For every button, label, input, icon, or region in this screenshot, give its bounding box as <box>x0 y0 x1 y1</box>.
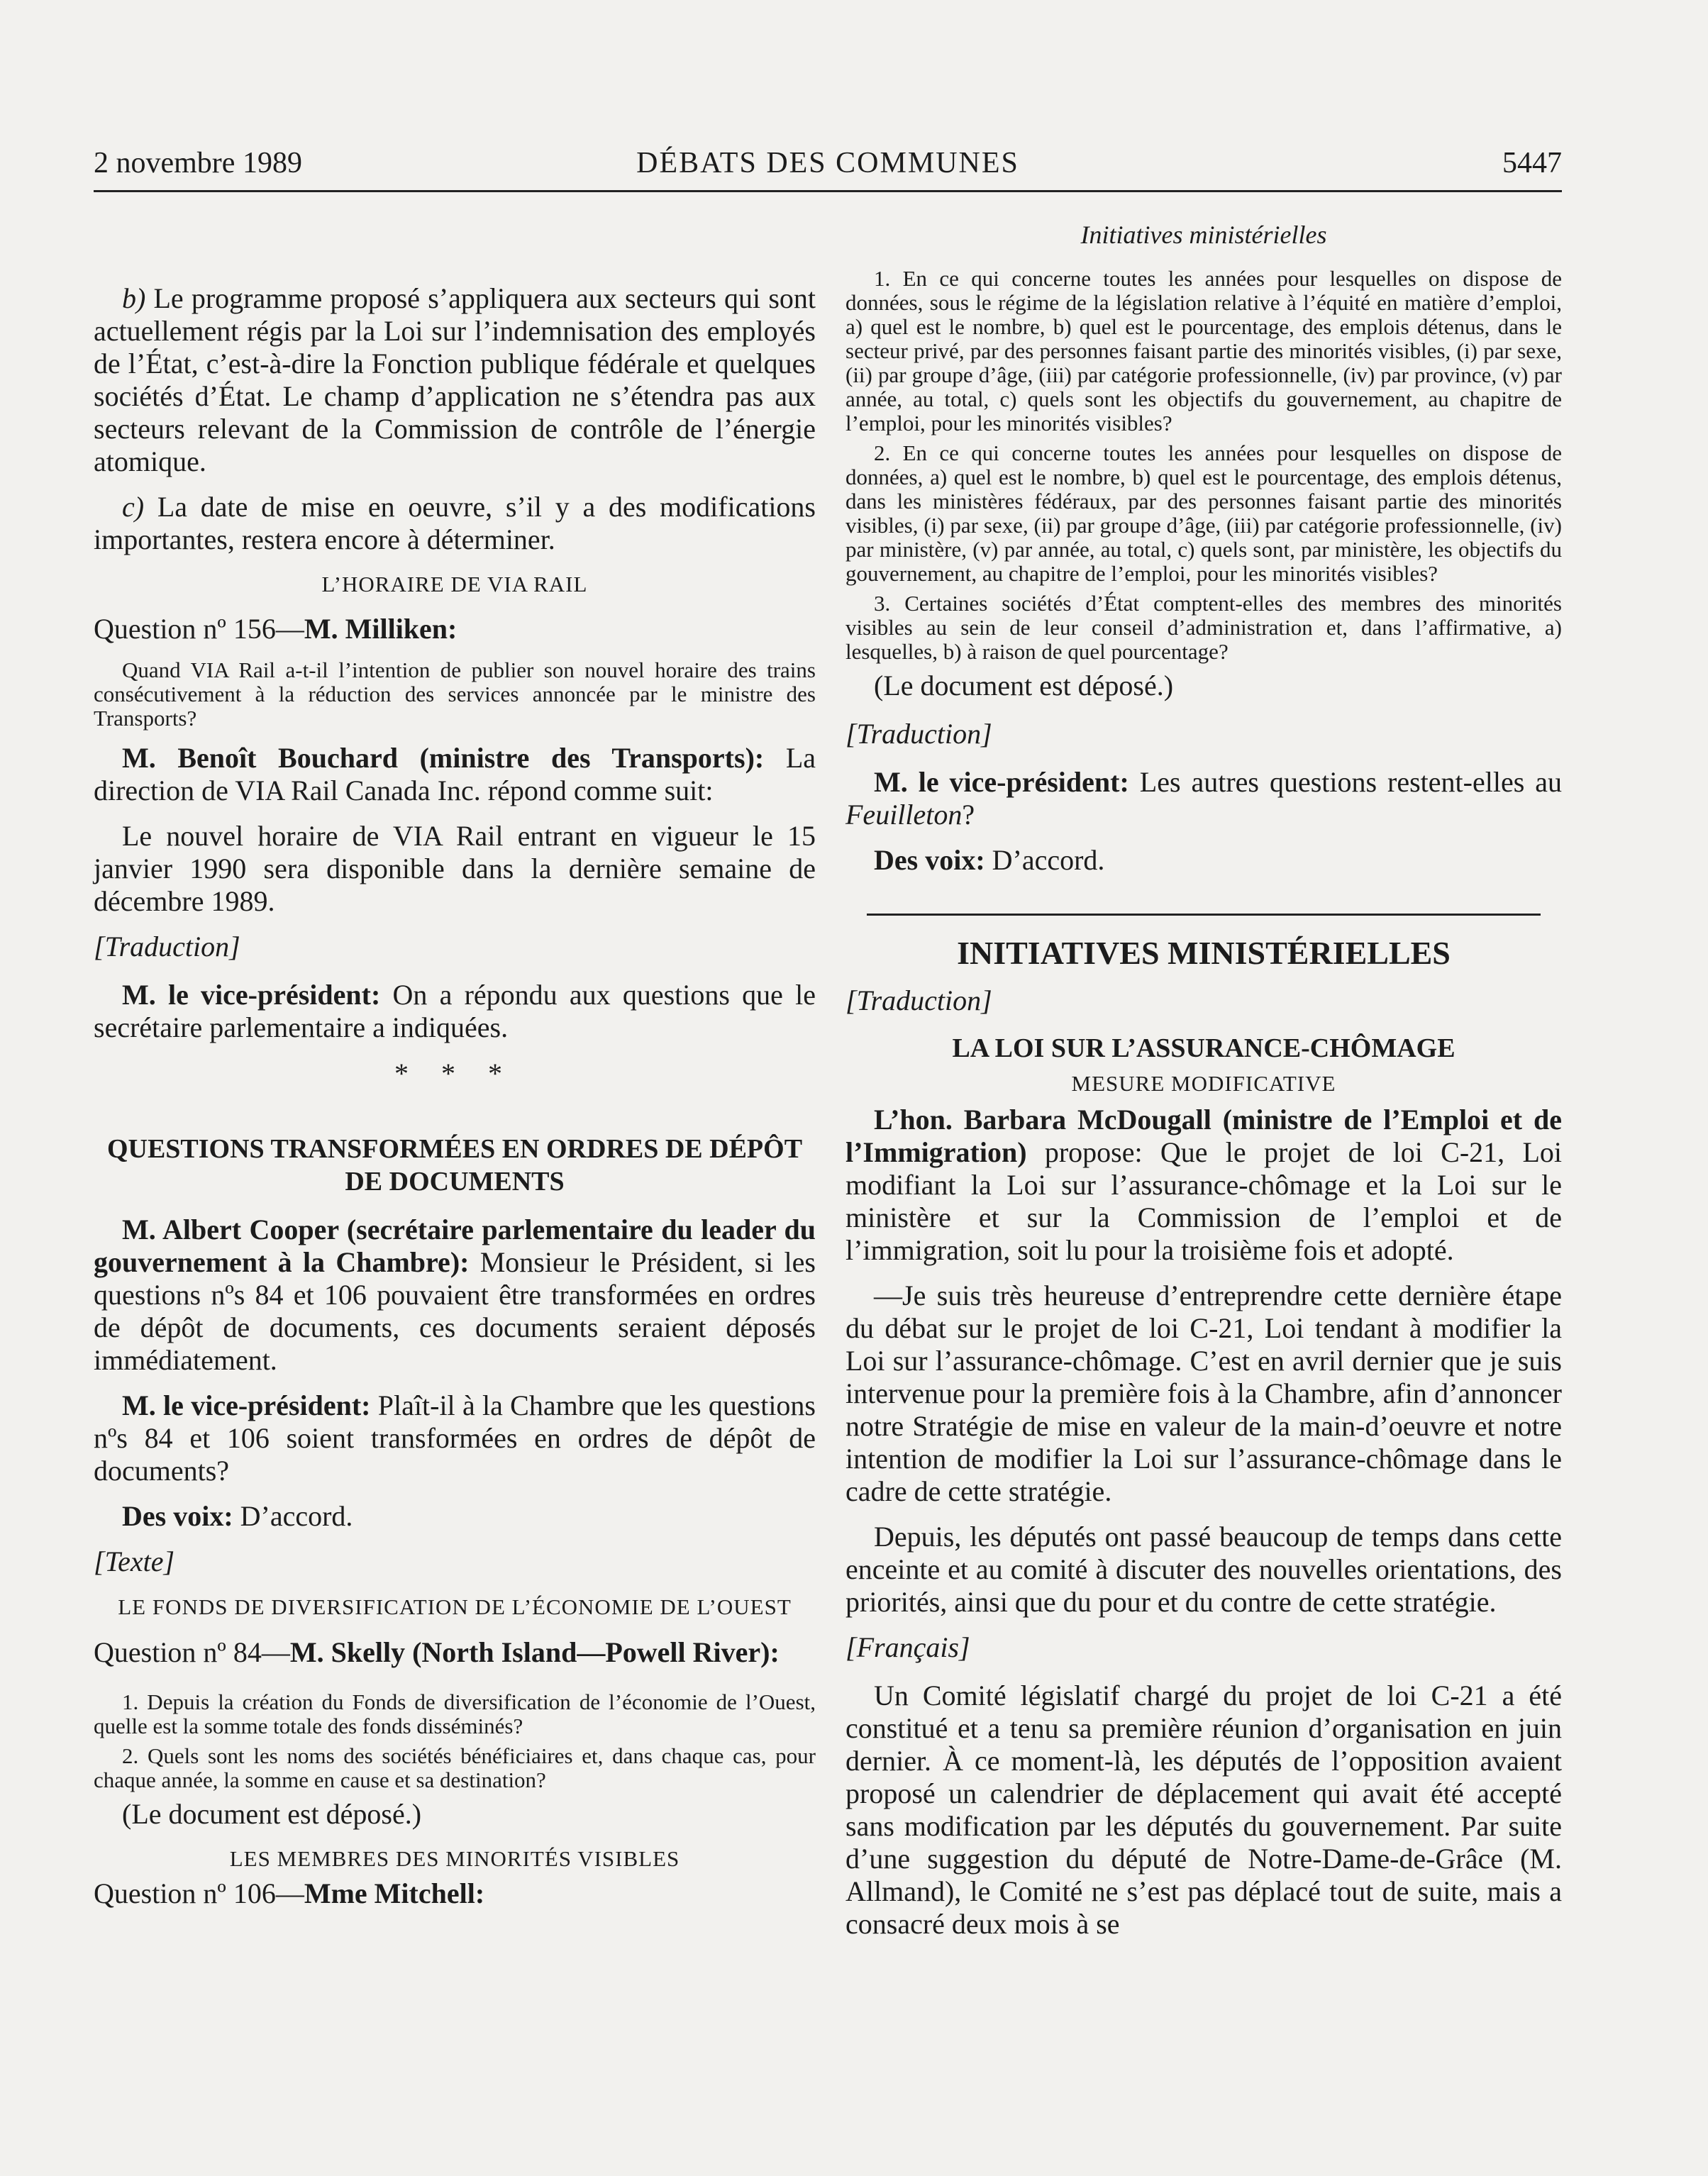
minorites-heading: LES MEMBRES DES MINORITÉS VISIBLES <box>229 1846 680 1871</box>
document-depose-1: (Le document est déposé.) <box>122 1798 422 1830</box>
question-84-item-1: 1. Depuis la création du Fonds de diversification de l’économie de l’Ouest, quelle est la somme totale des fonds disséminés? <box>94 1689 816 1738</box>
texte-note: [Texte] <box>94 1545 175 1577</box>
bouchard-reply: M. Benoît Bouchard (ministre des Transports): La direction de VIA Rail Canada Inc. répond comme suit: <box>94 742 816 806</box>
question-106-item-3: 3. Certaines sociétés d’État comptent-elles des membres des minorités visibles au sein de leur conseil d’administration et, dans l’affirmative, a) lesquelles, b) à raison de quel pourcentage? <box>845 591 1562 664</box>
section-stars: * * * <box>394 1058 515 1089</box>
question-84-item-2: 2. Quels sont les noms des sociétés bénéficiaires et, dans chaque cas, pour chaque année, la somme en cause et sa destination? <box>94 1743 816 1792</box>
question-106: Question nº 106—Mme Mitchell: <box>94 1877 485 1909</box>
right-column <box>845 213 1562 1953</box>
vice-president-3: M. le vice-président: Les autres questions restent-elles au Feuilleton? <box>845 766 1562 831</box>
via-rail-heading: L’HORAIRE DE VIA RAIL <box>321 572 588 596</box>
page-header <box>94 146 1562 186</box>
paragraph-comite: Un Comité législatif chargé du projet de loi C-21 a été constitué et a tenu sa première réunion d’organisation en juin dernier. À ce moment-là, les députés de l’opposition avaient proposé un calendrier de déplacement qui avait été accepté sans modification par les députés du gouvernement. Par suite d’une suggestion du député de Notre-Dame-de-Grâce (M. Allmand), le Comité ne s’est pas déplacé tout de suite, mais a consacré deux mois à se <box>845 1680 1562 1940</box>
mcdougall-motion: L’hon. Barbara McDougall (ministre de l’Emploi et de l’Immigration) propose: Que le projet de loi C-21, Loi modifiant la Loi sur l’assurance-chômage et la Loi sur le ministère et sur la Commission de l’emploi et de l’immigration, soit lu pour la troisième fois et adopté. <box>845 1104 1562 1266</box>
loi-heading: LA LOI SUR L’ASSURANCE-CHÔMAGE <box>952 1033 1455 1063</box>
questions-heading: QUESTIONS TRANSFORMÉES EN ORDRES DE DÉPÔT DE DOCUMENTS <box>106 1134 803 1197</box>
paragraph-strategie: —Je suis très heureuse d’entreprendre cette dernière étape du débat sur le projet de loi C-21, Loi tendant à modifier la Loi sur l’assurance-chômage. C’est en avril dernier que je suis intervenue pour la première fois à la Chambre, afin d’annoncer notre Stratégie de mise en valeur de la main-d’oeuvre et notre intention de modifier la Loi sur l’assurance-chômage dans le cadre de cette stratégie. <box>845 1279 1562 1507</box>
vice-president-2: M. le vice-président: Plaît-il à la Chambre que les questions nºs 84 et 106 soient transformées en ordres de dépôt de documents? <box>94 1389 816 1487</box>
paragraph-depuis: Depuis, les députés ont passé beaucoup de temps dans cette enceinte et au comité à discuter des nouvelles orientations, des priorités, ainsi que du pour et du contre de cette stratégie. <box>845 1521 1562 1618</box>
traduction-note-2: [Traduction] <box>845 718 992 750</box>
header-rule <box>94 190 1562 192</box>
horaire-paragraph: Le nouvel horaire de VIA Rail entrant en vigueur le 15 janvier 1990 sera disponible dans la dernière semaine de décembre 1989. <box>94 820 816 917</box>
question-106-item-1: 1. En ce qui concerne toutes les années pour lesquelles on dispose de données, sous le régime de la législation relative à l’équité en matière d’emploi, a) quel est le nombre, b) quel est le pourcentage, des emplois détenus, dans le secteur privé, par des personnes faisant partie des minorités visibles, (i) par sexe, (ii) par groupe d’âge, (iii) par catégorie professionnelle, (iv) par province, (v) par année, au total, c) quels sont les objectifs du gouvernement, au chapitre de l’emploi, pour les minorités visibles? <box>845 266 1562 435</box>
traduction-note-1: [Traduction] <box>94 931 240 962</box>
voix-1: Des voix: D’accord. <box>122 1500 353 1532</box>
voix-2: Des voix: D’accord. <box>874 844 1105 876</box>
question-156: Question nº 156—M. Milliken: <box>94 613 458 645</box>
header-date: 2 novembre 1989 <box>94 147 302 179</box>
initiatives-heading: INITIATIVES MINISTÉRIELLES <box>957 935 1451 971</box>
header-title: DÉBATS DES COMMUNES <box>636 147 1019 179</box>
page-number: 5447 <box>1502 147 1562 179</box>
running-section-title: Initiatives ministérielles <box>1080 221 1327 249</box>
left-column <box>94 213 816 1923</box>
question-106-item-2: 2. En ce qui concerne toutes les années pour lesquelles on dispose de données, a) quel est le nombre, b) quel est le pourcentage, des emplois détenus, dans les ministères fédéraux, par des personnes faisant partie des minorités visibles, (i) par sexe, (ii) par groupe d’âge, (iii) par catégorie professionnelle, (iv) par ministère, (v) par année, au total, c) quels sont, par ministère, les objectifs du gouvernement, au chapitre de l’emploi, pour les minorités visibles? <box>845 440 1562 586</box>
paragraph-c: c) La date de mise en oeuvre, s’il y a des modifications importantes, restera encore à déterminer. <box>94 491 816 555</box>
traduction-note-3: [Traduction] <box>845 984 992 1016</box>
cooper-paragraph: M. Albert Cooper (secrétaire parlementaire du leader du gouvernement à la Chambre): Monsieur le Président, si les questions nºs 84 et 106 pouvaient être transformées en ordres de dépôt de documents, ces documents seraient déposés immédiatement. <box>94 1214 816 1376</box>
fonds-heading: LE FONDS DE DIVERSIFICATION DE L’ÉCONOMIE DE L’OUEST <box>118 1594 792 1619</box>
francais-note: [Français] <box>845 1631 970 1663</box>
paragraph-b: b) Le programme proposé s’appliquera aux secteurs qui sont actuellement régis par la Loi sur l’indemnisation des employés de l’État, c’est-à-dire la Fonction publique fédérale et quelques sociétés d’État. Le champ d’application ne s’étendra pas aux secteurs relevant de la Commission de contrôle de l’énergie atomique. <box>94 282 816 477</box>
question-84: Question nº 84—M. Skelly (North Island—Powell River): <box>94 1636 780 1668</box>
vice-president-1: M. le vice-président: On a répondu aux questions que le secrétaire parlementaire a indiquées. <box>94 979 816 1043</box>
question-156-text: Quand VIA Rail a-t-il l’intention de publier son nouvel horaire des trains consécutivement à la réduction des services annoncée par le ministre des Transports? <box>94 657 816 731</box>
document-depose-2: (Le document est déposé.) <box>874 670 1174 701</box>
mesure-modificative: MESURE MODIFICATIVE <box>1071 1071 1336 1096</box>
section-divider <box>867 914 1541 916</box>
